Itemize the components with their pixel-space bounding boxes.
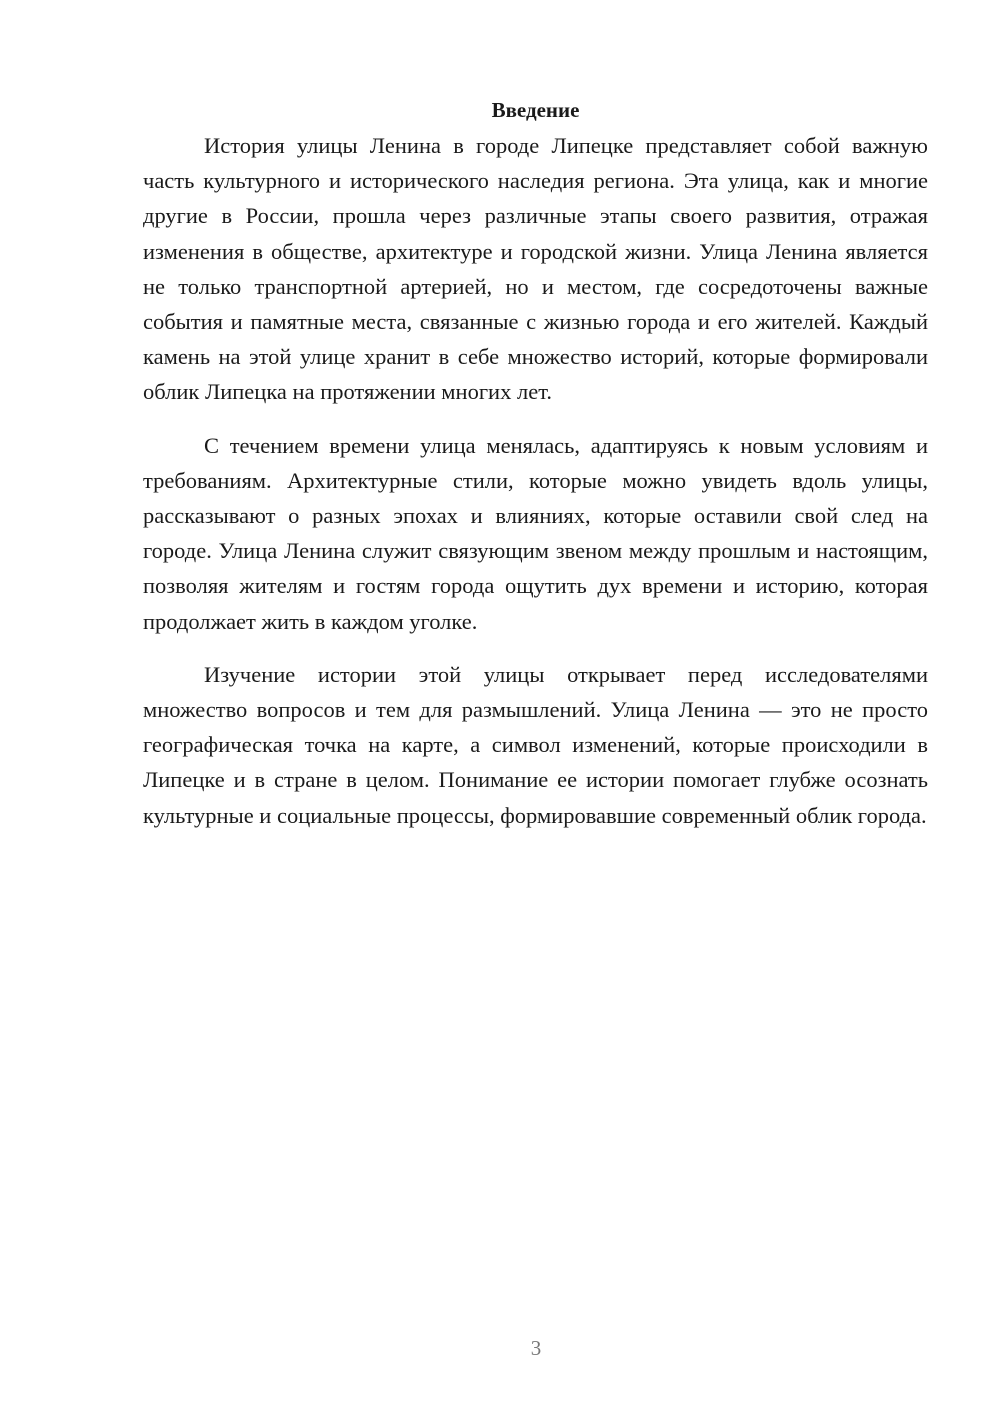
section-title: Введение xyxy=(491,98,580,122)
page-number: 3 xyxy=(530,1336,542,1360)
paragraph-3: Изучение истории этой улицы открывает перед исследователями множество вопросов и тем для размышлений. Улица Ленина — это не просто географическая точка на карте, а символ изменений, которые происходили в Липецке и в стране в целом. Понимание ее истории помогает глубже осознать культурные и социальные процессы, формировавшие современный облик города. xyxy=(143,661,928,828)
paragraph-1: История улицы Ленина в городе Липецке представляет собой важную часть культурного и исторического наследия региона. Эта улица, как и многие другие в России, прошла через различные этапы своего развития, отражая изменения в обществе, архитектуре и городской жизни. Улица Ленина является не только транспортной артерией, но и местом, где сосредоточены важные события и памятные места, связанные с жизнью города и его жителей. Каждый камень на этой улице хранит в себе множество историй, которые формировали облик Липецка на протяжении многих лет. xyxy=(143,133,928,405)
page-content xyxy=(143,93,928,851)
paragraph-2: С течением времени улица менялась, адаптируясь к новым условиям и требованиям. Архитектурные стили, которые можно увидеть вдоль улицы, рассказывают о разных эпохах и влияниях, которые оставили свой след на городе. Улица Ленина служит связующим звеном между прошлым и настоящим, позволяя жителям и гостям города ощутить дух времени и историю, которая продолжает жить в каждом уголке. xyxy=(143,432,928,634)
